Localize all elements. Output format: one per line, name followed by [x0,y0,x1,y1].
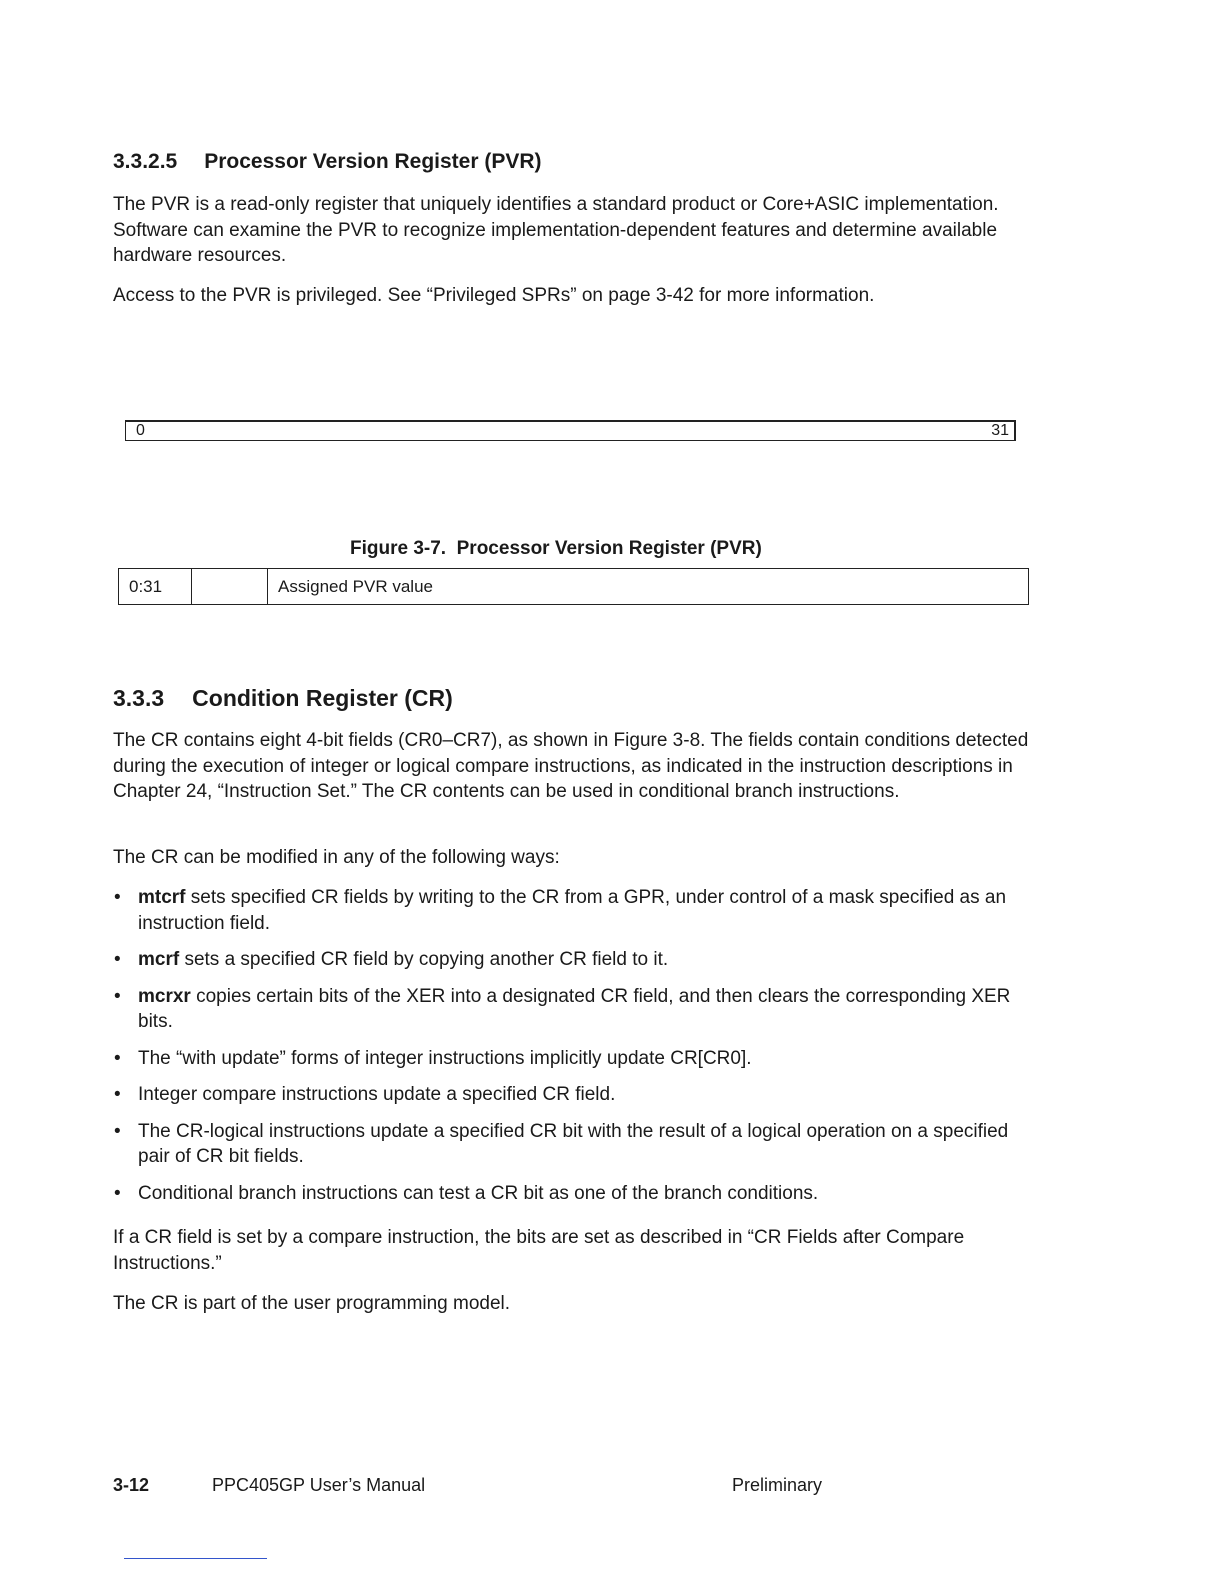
table-row [119,569,1029,605]
bit-start-label: 0 [136,422,145,439]
bullet-icon: • [114,1182,121,1204]
field-bits-cell: 0:31 [119,569,192,605]
bullet-icon: • [114,1047,121,1069]
footer-status: Preliminary [732,1475,823,1495]
list-item [113,885,1043,936]
list-item [113,1181,1043,1207]
cr-modification-list [113,885,1043,1206]
pvr-section-heading [113,150,542,174]
pvr-paragraph-1: The PVR is a read-only register that uniquely identifies a standard product or Core+ASIC implementation. Software can examine the PVR to recognize implementation-dependent features and determine available hardware resources. [113,194,999,266]
pvr-field-table [118,568,1029,605]
bit-end-label: 31 [991,422,1009,439]
bullet-icon: • [114,887,121,908]
list-item-text: Conditional branch instructions can test a CR bit as one of the branch conditions. [138,1182,819,1204]
bullet-icon: • [114,949,121,970]
cr-section-heading [113,685,453,712]
figure-caption: Figure 3-7. Processor Version Register (PVR) [350,538,762,559]
list-item [113,947,1043,973]
list-item-text: Integer compare instructions update a specified CR field. [138,1084,616,1105]
list-item-text: copies certain bits of the XER into a designated CR field, and then clears the corresponding XER bits. [138,985,1011,1032]
bullet-icon: • [114,985,121,1007]
list-item [113,1082,1043,1108]
cr-paragraph-1: The CR contains eight 4-bit fields (CR0–CR7), as shown in Figure 3-8. The fields contain conditions detected during the execution of integer or logical compare instructions, as indicated in the instruction descriptions in Chapter 24, “Instruction Set.” The CR contents can be used in conditional branch instructions. [113,730,1029,802]
field-name-cell [192,569,268,605]
bullet-icon: • [114,1084,121,1105]
pvr-paragraph-2: Access to the PVR is privileged. See “Privileged SPRs” on page 3-42 for more information. [113,285,875,306]
list-item-text: The “with update” forms of integer instructions implicitly update CR[CR0]. [138,1047,752,1069]
list-item-text: sets a specified CR field by copying another CR field to it. [179,949,669,970]
footer-manual-title: PPC405GP User’s Manual [212,1475,426,1495]
pvr-section-title: Processor Version Register (PVR) [204,150,542,173]
list-item-text: sets specified CR fields by writing to the CR from a GPR, under control of a mask specified as an instruction field. [138,887,1007,934]
field-description-cell: Assigned PVR value [268,569,1029,605]
cr-paragraph-2: The CR can be modified in any of the following ways: [113,847,560,868]
footer-page-number: 3-12 [113,1475,150,1495]
list-item [113,984,1043,1035]
pvr-section-number: 3.3.2.5 [113,150,178,173]
instruction-term: mtcrf [138,887,186,908]
instruction-term: mcrxr [138,985,191,1007]
instruction-term: mcrf [138,949,180,970]
cr-section-title: Condition Register (CR) [192,685,453,711]
cr-section-number: 3.3.3 [113,685,165,711]
cr-paragraph-3: If a CR field is set by a compare instruction, the bits are set as described in “CR Fields after Compare Instructions.” [113,1227,965,1274]
list-item [113,1046,1043,1072]
list-item [113,1119,1043,1170]
pvr-register-diagram [125,420,1016,441]
scan-underline-mark [124,1558,267,1559]
cr-paragraph-4: The CR is part of the user programming model. [113,1293,511,1314]
list-item-text: The CR-logical instructions update a specified CR bit with the result of a logical operation on a specified pair of CR bit fields. [138,1120,1009,1167]
bullet-icon: • [114,1120,121,1142]
